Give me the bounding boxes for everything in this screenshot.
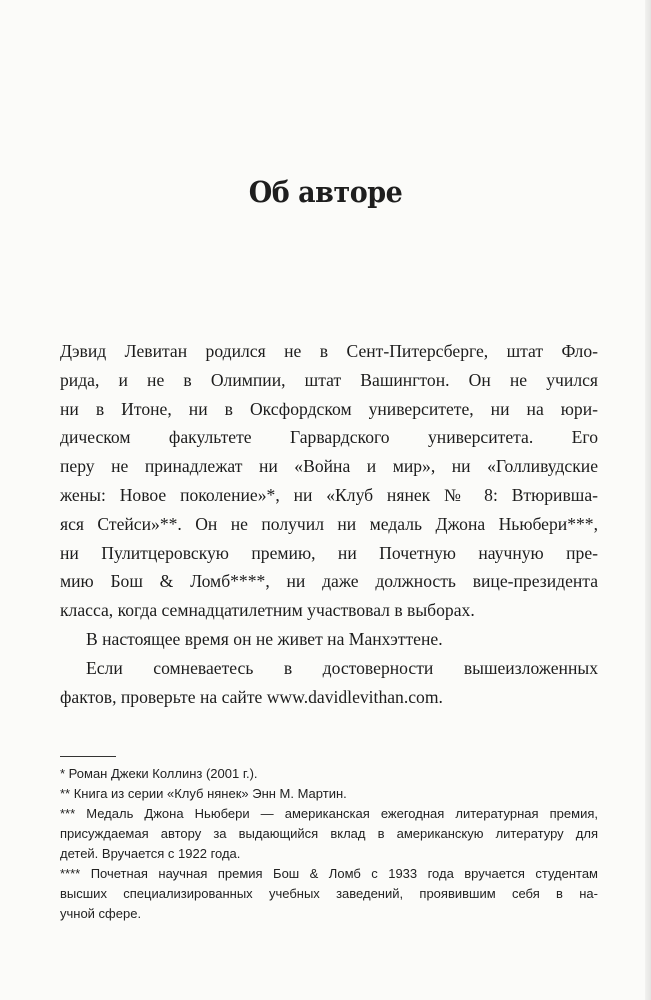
footnote-line: детей. Вручается с 1922 года. [60,846,241,861]
text-line: класса, когда семнадцатилетним участвовал в выборах. [60,600,475,621]
text-line: дическом факультете Гарвардского университета. Его [60,427,598,448]
body-text [60,337,598,711]
footnote-4 [60,864,598,924]
text-line: жены: Новое поколение»*, ни «Клуб нянек № 8: Втюривша- [60,484,598,505]
text-line: ни в Итоне, ни в Оксфордском университете, ни на юри- [60,398,598,419]
footnote-1 [60,764,598,784]
footnote-line: учной сфере. [60,906,142,921]
footnote-2 [60,784,598,804]
footnotes [60,764,598,924]
footnote-line: **** Почетная научная премия Бош & Ломб с 1933 года вручается студентам [60,866,598,881]
text-line: Если сомневаетесь в достоверности вышеизложенных [86,657,598,678]
text-line: яся Стейси»**. Он не получил ни медаль Джона Ньюбери***, [60,513,598,534]
footnote-line: ** Книга из серии «Клуб нянек» Энн М. Мартин. [60,786,347,801]
text-line: мию Бош & Ломб****, ни даже должность вице-президента [60,571,598,592]
text-line: перу не принадлежат ни «Война и мир», ни «Голливудские [60,456,598,477]
text-line: рида, и не в Олимпии, штат Вашингтон. Он не учился [60,369,598,390]
text-line: В настоящее время он не живет на Манхэттене. [86,628,443,649]
paragraph-2 [60,625,598,654]
footnote-line: * Роман Джеки Коллинз (2001 г.). [60,766,258,781]
footnote-3 [60,804,598,864]
page-title: Об авторе [248,175,403,209]
text-line: Дэвид Левитан родился не в Сент-Питерсберге, штат Фло- [60,341,598,361]
text-line: фактов, проверьте на сайте www.davidlevithan.com. [60,686,443,707]
page-edge [645,0,651,1000]
footnote-divider [60,756,116,757]
text-line: ни Пулитцеровскую премию, ни Почетную научную пре- [60,542,598,563]
footnote-line: *** Медаль Джона Ньюбери — американская ежегодная литературная премия, [60,806,598,821]
footnote-line: присуждаемая автору за выдающийся вклад в американскую литературу для [60,826,598,841]
footnote-line: высших специализированных учебных заведений, проявившим себя в на- [60,886,598,901]
paragraph-3 [60,654,598,712]
paragraph-1 [60,337,598,625]
